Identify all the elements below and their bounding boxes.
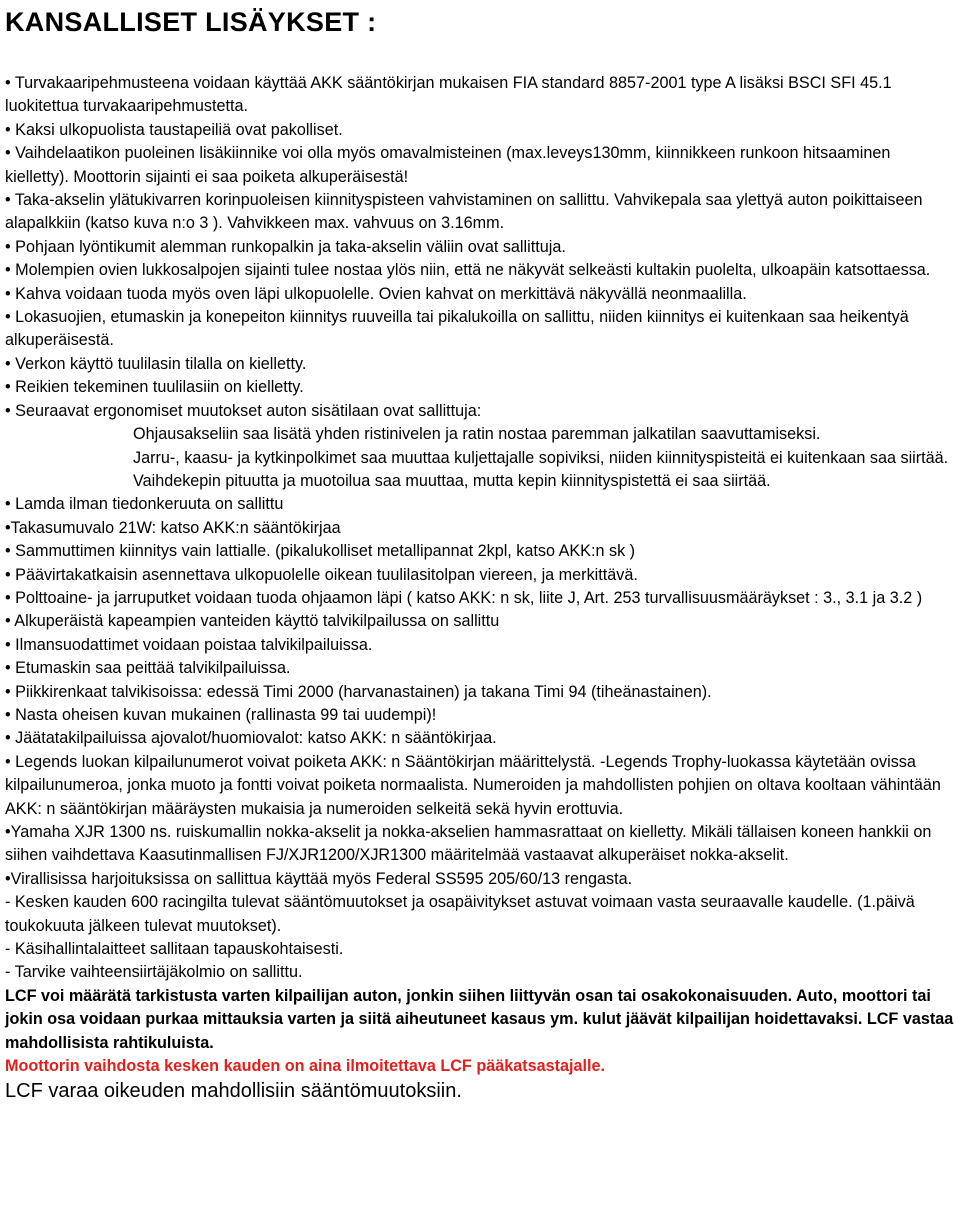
indented-item: Vaihdekepin pituutta ja muotoilua saa muuttaa, mutta kepin kiinnityspistettä ei saa siirtää. xyxy=(133,471,771,490)
rule-paragraph: • Turvakaaripehmusteena voidaan käyttää AKK sääntökirjan mukaisen FIA standard 8857-2001 type A lisäksi BSCI SFI 45.1 luokitettua turvakaaripehmustetta. xyxy=(5,74,892,116)
engine-change-notice: Moottorin vaihdosta kesken kauden on aina ilmoitettava LCF pääkatsastajalle. xyxy=(5,1057,606,1076)
rule-paragraph: • Jäätatakilpailuissa ajovalot/huomiovalot: katso AKK: n sääntökirjaa. xyxy=(5,729,497,748)
rule-paragraph: •Yamaha XJR 1300 ns. ruiskumallin nokka-akselit ja nokka-akselien hammasrattaat on kielletty. Mikäli tällaisen koneen hankkii on siihen vaihdettava Kaasutinmallisen FJ/XJR1200/XJR1300 määritelmää vastaavat alkuperäiset nokka-akselit. xyxy=(5,823,932,865)
rule-paragraph: • Päävirtakatkaisin asennettava ulkopuolelle oikean tuulilasitolpan viereen, ja merkittävä. xyxy=(5,565,638,584)
rule-change-reservation: LCF varaa oikeuden mahdollisiin sääntömuutoksiin. xyxy=(5,1080,462,1103)
document-page xyxy=(0,6,955,1104)
rule-paragraph: - Käsihallintalaitteet sallitaan tapauskohtaisesti. xyxy=(5,940,344,959)
indented-item: Jarru-, kaasu- ja kytkinpolkimet saa muuttaa kuljettajalle sopiviksi, niiden kiinnityspisteitä ei kuitenkaan saa siirtää. xyxy=(133,448,949,467)
rule-paragraph: - Tarvike vaihteensiirtäjäkolmio on sallittu. xyxy=(5,963,303,982)
rule-paragraph: - Kesken kauden 600 racingilta tulevat sääntömuutokset ja osapäivitykset astuvat voimaan vasta seuraavalle kaudelle. (1.päivä toukokuuta jälkeen tulevat muutokset). xyxy=(5,893,915,935)
rule-paragraph: • Lamda ilman tiedonkeruuta on sallittu xyxy=(5,495,284,514)
rule-paragraph: • Alkuperäistä kapeampien vanteiden käyttö talvikilpailussa on sallittu xyxy=(5,612,500,631)
rule-paragraph: •Virallisissa harjoituksissa on sallittua käyttää myös Federal SS595 205/60/13 rengasta. xyxy=(5,869,633,888)
rule-paragraph: •Takasumuvalo 21W: katso AKK:n sääntökirjaa xyxy=(5,518,341,537)
document-body xyxy=(5,72,955,1104)
rule-paragraph: • Etumaskin saa peittää talvikilpailuissa. xyxy=(5,659,291,678)
rule-paragraph: • Pohjaan lyöntikumit alemman runkopalkin ja taka-akselin väliin ovat sallittuja. xyxy=(5,237,566,256)
rule-paragraph: • Taka-akselin ylätukivarren korinpuoleisen kiinnityspisteen vahvistaminen on sallittu. Vahvikepala saa ylettyä auton poikittaiseen alapalkkiin (katso kuva n:o 3 ). Vahvikkeen max. vahvuus on 3.16mm. xyxy=(5,191,923,233)
rule-paragraph: • Nasta oheisen kuvan mukainen (rallinasta 99 tai uudempi)! xyxy=(5,705,437,724)
rule-paragraph: • Polttoaine- ja jarruputket voidaan tuoda ohjaamon läpi ( katso AKK: n sk, liite J, Art. 253 turvallisuusmääräykset : 3., 3.1 ja 3.2 ) xyxy=(5,588,923,607)
rule-paragraph: • Kaksi ulkopuolista taustapeiliä ovat pakolliset. xyxy=(5,120,343,139)
indented-item: Ohjausakseliin saa lisätä yhden ristinivelen ja ratin nostaa paremman jalkatilan saavuttamiseksi. xyxy=(133,425,821,444)
rule-paragraph: • Lokasuojien, etumaskin ja konepeiton kiinnitys ruuveilla tai pikalukoilla on sallittu, niiden kiinnitys ei kuitenkaan saa heikentyä alkuperäisestä. xyxy=(5,308,909,350)
rule-paragraph: • Legends luokan kilpailunumerot voivat poiketa AKK: n Sääntökirjan määrittelystä. -Legends Trophy-luokassa käytetään ovissa kilpailunumeroa, jonka muoto ja fontti voivat poiketa normaalista. Numeroiden ja mahdollisten pohjien on oltava kooltaan vähintään AKK: n sääntökirjan määräysten mukaisia ja numeroiden selkeitä sekä hyvin erottuvia. xyxy=(5,752,941,818)
rule-paragraph: • Sammuttimen kiinnitys vain lattialle. (pikalukolliset metallipannat 2kpl, katso AKK:n sk ) xyxy=(5,542,636,561)
rule-paragraph: • Reikien tekeminen tuulilasiin on kielletty. xyxy=(5,378,304,397)
rule-paragraph: • Piikkirenkaat talvikisoissa: edessä Timi 2000 (harvanastainen) ja takana Timi 94 (tiheänastainen). xyxy=(5,682,712,701)
rule-paragraph: • Vaihdelaatikon puoleinen lisäkiinnike voi olla myös omavalmisteinen (max.leveys130mm, kiinnikkeen runkoon hitsaaminen kielletty). Moottorin sijainti ei saa poiketa alkuperäisestä! xyxy=(5,144,891,186)
rule-paragraph: • Ilmansuodattimet voidaan poistaa talvikilpailuissa. xyxy=(5,635,373,654)
rule-paragraph: • Kahva voidaan tuoda myös oven läpi ulkopuolelle. Ovien kahvat on merkittävä näkyvällä neonmaalilla. xyxy=(5,284,747,303)
rule-paragraph: • Molempien ovien lukkosalpojen sijainti tulee nostaa ylös niin, että ne näkyvät selkeästi kultakin puolelta, ulkoapäin katsottaessa. xyxy=(5,261,931,280)
rule-paragraph: • Seuraavat ergonomiset muutokset auton sisätilaan ovat sallittuja: xyxy=(5,401,482,420)
inspection-notice: LCF voi määrätä tarkistusta varten kilpailijan auton, jonkin siihen liittyvän osan tai osakokonaisuuden. Auto, moottori tai jokin osa voidaan purkaa mittauksia varten ja siitä aiheutuneet kasaus ym. kulut jäävät kilpailijan hoidettavaksi. LCF vastaa mahdollisista rahtikuluista. xyxy=(5,986,954,1052)
rule-paragraph: • Verkon käyttö tuulilasin tilalla on kielletty. xyxy=(5,354,307,373)
document-title: KANSALLISET LISÄYKSET : xyxy=(5,7,377,37)
